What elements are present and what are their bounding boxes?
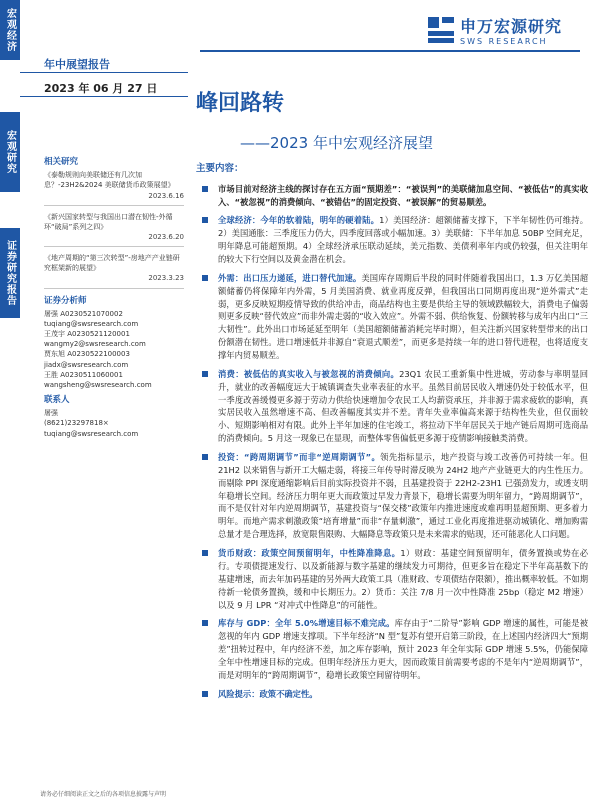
analyst-line: 贾东旭 A0230522100003: [44, 350, 130, 359]
sidebar-divider: [44, 205, 184, 206]
sidebar-divider: [44, 288, 184, 289]
square-bullet-icon: [202, 217, 208, 223]
main-heading: 主要内容：: [196, 163, 244, 174]
related-item[interactable]: 《地产周期的“第三次转型”-房地产产业链研究框架新的展望》 2023.3.23: [44, 254, 184, 283]
analyst-email[interactable]: wangsheng@swsresearch.com: [44, 380, 152, 389]
band-tag-macro-research: 宏观研究: [0, 112, 20, 192]
analyst-email[interactable]: jiadx@swsresearch.com: [44, 360, 129, 369]
contact-phone: (8621)23297818×: [44, 419, 109, 428]
company-logo: [428, 14, 562, 46]
logo-cn-text: 申万宏源研究: [459, 17, 562, 36]
related-heading: 相关研究: [44, 157, 79, 167]
square-bullet-icon: [202, 371, 208, 377]
global-economy-paragraph: 全球经济：今年的软着陆，明年的硬着陆。1）美国经济：超额储蓄支撑下，下半年韧性仍可维持。2）美国通胀：三季度压力仍大，四季度回落或小幅加速。3）美联储：下半年加息 50BP 空间充足，明年降息可能超预期。4）全球经济承压联动延续，美元指数、美债利率年内或仍较强，但关注明年的较大下行空间以及黄金潜在机会。: [196, 214, 588, 265]
analyst-line: 屠强 A0230521070002: [44, 309, 123, 318]
contact-name: 屠强: [44, 409, 58, 418]
logo-en-text: SWS RESEARCH: [459, 37, 548, 46]
monetary-fiscal-paragraph: 货币财政：政策空间预留明年，中性降准降息。1）财政：基建空间预留明年，债务置换或势在必行。专项债提速发行、以及新能源与数字基建的继续发力可期待，但更多旨在稳定下半年高基数下的基建增速，而去年加码基建的另外两大政策工具（准财政、专项债结存限额），推出概率较低。不如期待新一轮债务置换，缓和中长期压力。2）货币：关注 7/8 月一次中性降准 25bp（稳定 M2 增速）以及 9 月 LPR “对冲式中性降息”的可能性。: [196, 547, 588, 611]
band-tag-macro-economy: 宏观经济: [0, 0, 20, 60]
analyst-line: 王茂宇 A0230521120001: [44, 330, 130, 339]
inventory-gdp-paragraph: 库存与 GDP：全年 5.0%增速目标不难完成。库存由于“二阶导”影响 GDP 增速的属性，可能是被忽视的年内 GDP 增速支撑项。下半年经济“N 型”复苏有望开启第三阶段，在上述国内经济四大“预期差”扭转过程中，年内经济不差，加之库存影响，预计 2023 年全年实际 GDP 增速 5.5%，仍能保障全年中性增速目标的完成。但明年经济压力更大，因而政策目前需要考虑的不是年内“逆周期调节”，而是对明年的“跨周期调节”，稳增长政策空间留待明年。: [196, 617, 588, 681]
square-bullet-icon: [202, 620, 208, 626]
analyst-email[interactable]: tuqiang@swsresearch.com: [44, 320, 139, 329]
square-bullet-icon: [202, 550, 208, 556]
related-item[interactable]: 《泰勒规则向美联储还有几次加息？-23H2&2024 美联储货币政策展望》 2023.6.16: [44, 171, 184, 200]
square-bullet-icon: [202, 454, 208, 460]
square-bullet-icon: [202, 275, 208, 281]
logo-mark-icon: [428, 17, 454, 43]
summary-paragraph: 市场目前对经济主线的探讨存在五方面“预期差”：“被误判”的美联储加息空间、“被低估”的真实收入、“被忽视”的消费倾向、“被错估”的固定投资、“被误解”的贸易顺差。: [196, 183, 588, 209]
report-title: 峰回路转: [196, 91, 285, 116]
report-type: 年中展望报告: [44, 58, 110, 71]
consumption-paragraph: 消费：被低估的真实收入与被忽视的消费倾向。23Q1 农民工重新集中性进城，劳动参与率明显回升，就业的改善幅度远大于城镇调查失业率表征的水平。虽然目前居民收入增速仍处于较低水平，但一季度改善缓慢更多源于劳动力供给快速增加令农民工人均薪资承压，并非源于需求疲软的影响，真实居民收入虽然增速不高、但改善幅度其实并不差。青年失业率偏高来源于结构性失业，但仅面较小、短期影响相对有限。此外上半年加速的住宅竣工，将拉动下半年居民关于地产链后周期可选商品的消费倾向。5 月这一现象已在显现，而整体零售偏低更多源于疫情影响接触类消费。: [196, 368, 588, 445]
contact-heading: 联系人: [44, 395, 70, 406]
analyst-line: 王胜 A0230511060001: [44, 370, 123, 379]
left-band: [0, 0, 20, 800]
risk-warning-paragraph: 风险提示：政策不确定性。: [196, 688, 588, 701]
analyst-email[interactable]: wangmy2@swsresearch.com: [44, 340, 146, 349]
top-rule: [200, 50, 580, 52]
related-item[interactable]: 《新兴国家转型与我国出口潜在韧性-外循环“破局”系列之四》 2023.6.20: [44, 212, 184, 242]
sidebar: [44, 156, 184, 439]
header-divider: [20, 72, 188, 73]
footer-disclaimer: 请务必仔细阅读正文之后的各项信息披露与声明: [40, 791, 167, 798]
band-tag-securities-report: 证券研究报告: [0, 228, 20, 318]
square-bullet-icon: [202, 186, 208, 192]
analyst-heading: 证券分析师: [44, 295, 87, 306]
report-date: 2023 年 06 月 27 日: [44, 82, 158, 95]
main-content: [196, 162, 588, 707]
contact-email[interactable]: tuqiang@swsresearch.com: [44, 429, 139, 438]
investment-paragraph: 投资：“跨周期调节”而非“逆周期调节”。领先指标显示，地产投资与竣工改善仍可持续一年。但 21H2 以来销售与新开工大幅走弱，将接三年传导时滞反映为 24H2 地产产业链更大的内生性压力。而剔除 PPI 深度通缩影响后目前实际投资并不弱，且基建投资于 22H2-23H1 已强劲发力，或透支明年稳增长空间。经济压力明年更大而政策过早发力背景下，稳增长需要为明年留力，“跨周期调节”，而不是仅针对年内逆周期调节，基建投资与“保交楼”政策年内推进速度或难再明显超预期、更多着力明年。而地产需求刺激政策“培育增量”而非“存量刺激”，通过工业化再度推进驱动城镇化、增加购需总量才是合理选择，放宽限售限购、大幅降息等政策只是未来需求的贴现，还可能恶化人口问题。: [196, 451, 588, 541]
date-divider: [20, 96, 188, 97]
square-bullet-icon: [202, 691, 208, 697]
external-demand-paragraph: 外需：出口压力递延，进口替代加速。美国库存周期后半段的同时伴随着我国出口，1.3 万亿美国超额储蓄仍将保障年内外需，5 月美国消费、就业再度反弹，但我国出口同期再度出现“逆外需式”走弱，更多反映短期疫情导致的供给冲击，商品结构也主要是供给主导的领域跌幅较大，消费电子偏弱则更多反映“替代效应”而非外需走弱的“收入效应”。外需不弱、供给恢复、份额转移与成年内出口“三大韧性”。此外出口市场延延至明年（美国超额储蓄消耗完毕时期），但关注新兴国家转型带来的出口份额潜在韧性。进口增速低并非源自“衰退式顺差”，而更多是持续一年的进口替代进程，也将适度支撑年内贸易顺差。: [196, 272, 588, 362]
report-subtitle: ——2023 年中宏观经济展望: [240, 134, 433, 152]
sidebar-divider: [44, 246, 184, 247]
